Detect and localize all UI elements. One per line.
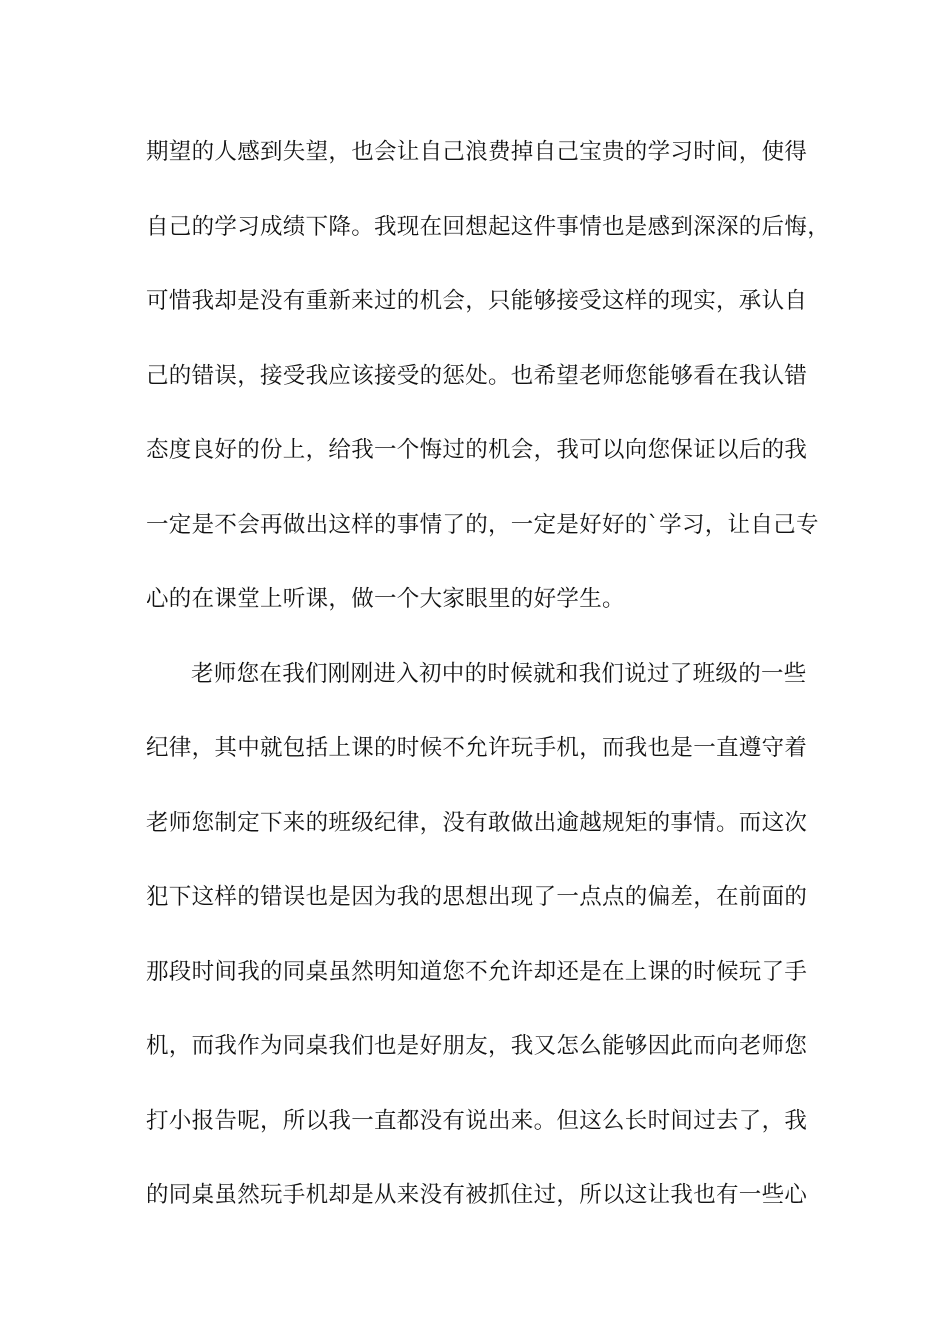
text-line: 纪律，其中就包括上课的时候不允许玩手机，而我也是一直遵守着 bbox=[146, 735, 808, 761]
text-line: 老师您制定下来的班级纪律，没有敢做出逾越规矩的事情。而这次 bbox=[146, 809, 808, 836]
text-line: 心的在课堂上听课，做一个大家眼里的好学生。 bbox=[146, 586, 625, 612]
text-line: 己的错误，接受我应该接受的惩处。也希望老师您能够看在我认错 bbox=[146, 362, 808, 389]
text-line: 一定是不会再做出这样的事情了的，一定是好好的`学习，让自己专 bbox=[146, 511, 819, 538]
text-line: 打小报告呢，所以我一直都没有说出来。但这么长时间过去了，我 bbox=[146, 1107, 808, 1134]
paragraph-first-line: 老师您在我们刚刚进入初中的时候就和我们说过了班级的一些 bbox=[191, 660, 807, 687]
text-line: 可惜我却是没有重新来过的机会，只能够接受这样的现实，承认自 bbox=[146, 288, 808, 314]
text-line: 那段时间我的同桌虽然明知道您不允许却还是在上课的时候玩了手 bbox=[146, 958, 808, 985]
text-line: 态度良好的份上，给我一个悔过的机会，我可以向您保证以后的我 bbox=[146, 437, 808, 463]
document-body bbox=[146, 133, 831, 1251]
text-line: 自己的学习成绩下降。我现在回想起这件事情也是感到深深的后悔， bbox=[146, 213, 831, 240]
text-line: 的同桌虽然玩手机却是从来没有被抓住过，所以这让我也有一些心 bbox=[146, 1182, 808, 1208]
text-line: 期望的人感到失望，也会让自己浪费掉自己宝贵的学习时间，使得 bbox=[146, 139, 808, 165]
text-line: 机，而我作为同桌我们也是好朋友，我又怎么能够因此而向老师您 bbox=[146, 1033, 808, 1059]
text-line: 犯下这样的错误也是因为我的思想出现了一点点的偏差，在前面的 bbox=[146, 884, 808, 910]
